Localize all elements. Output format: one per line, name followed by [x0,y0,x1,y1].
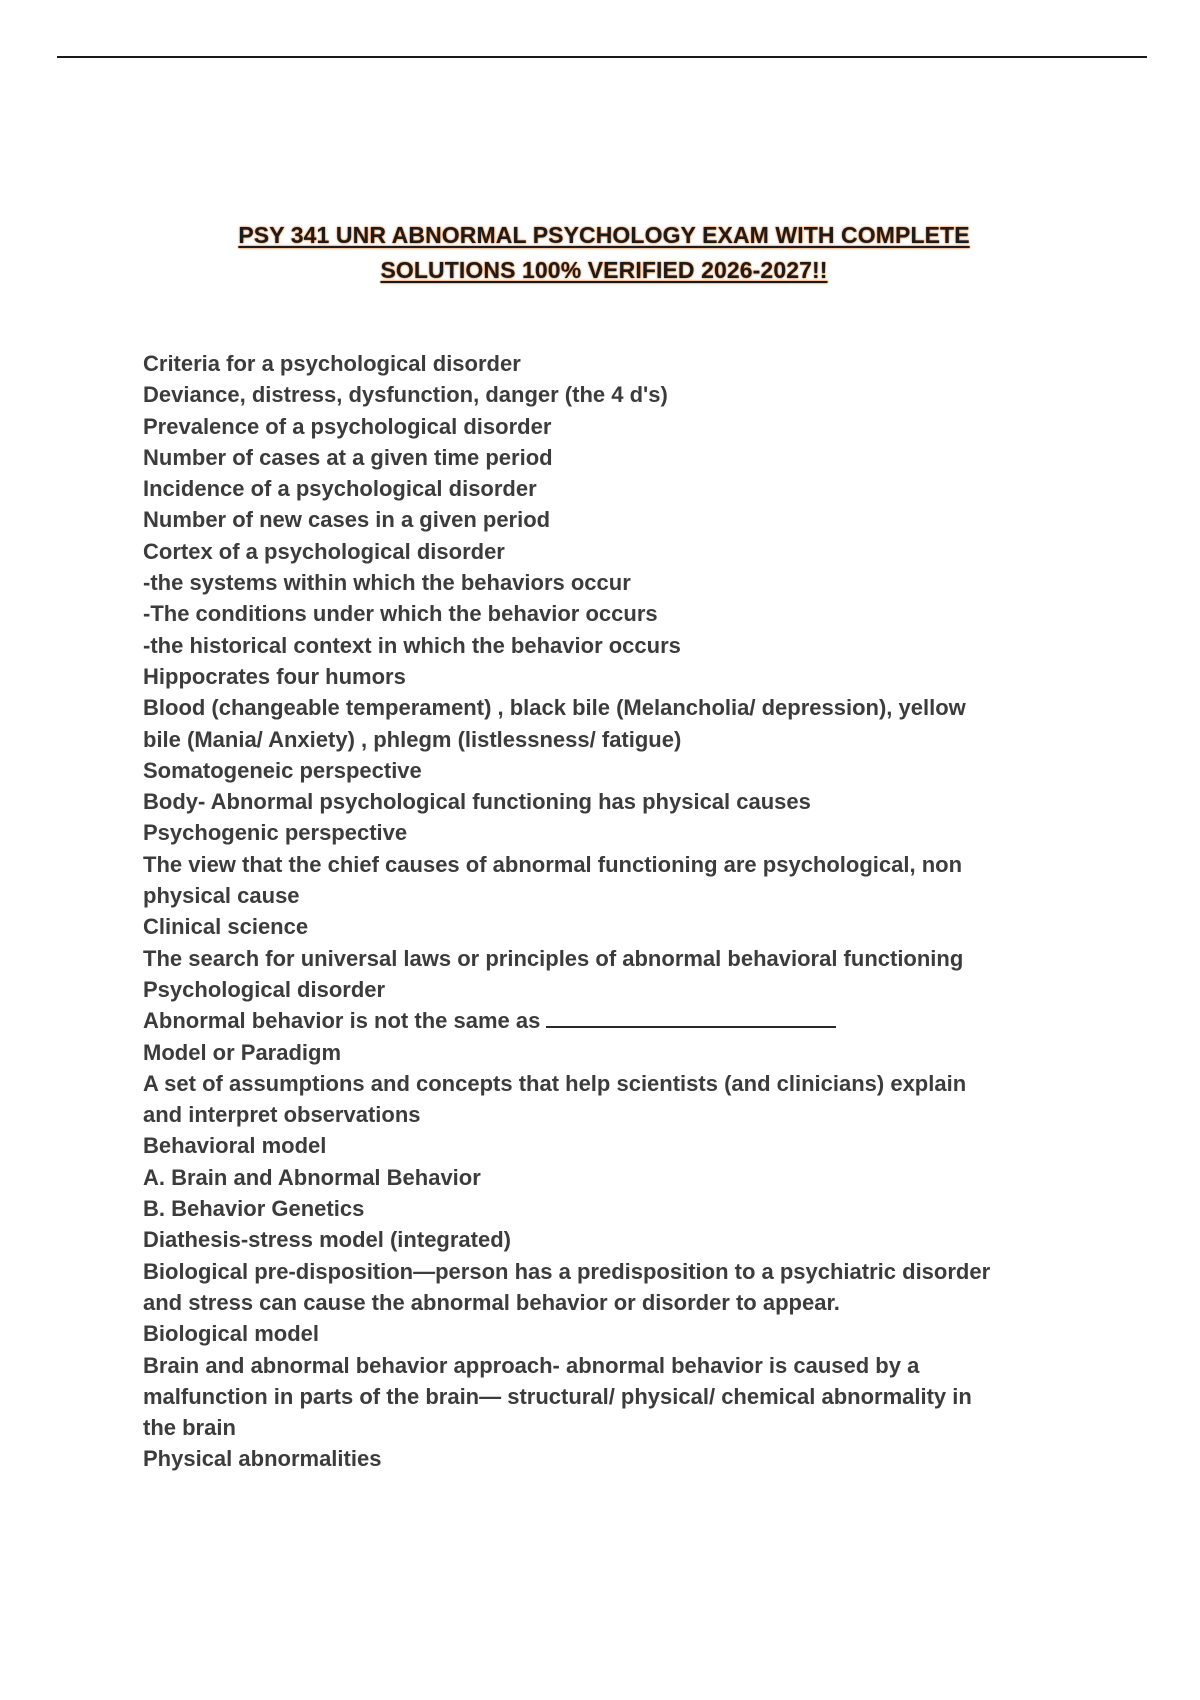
fill-in-line [143,1005,1083,1036]
body-line: the brain [143,1415,236,1441]
body-line: Brain and abnormal behavior approach- abnormal behavior is caused by a [143,1352,920,1378]
body-line: Biological pre-disposition—person has a predisposition to a psychiatric disorder [143,1258,991,1284]
body-line: Model or Paradigm [143,1039,342,1065]
title-line-2: SOLUTIONS 100% VERIFIED 2026-2027!! [380,257,828,283]
body-line: Incidence of a psychological disorder [143,476,537,502]
body-line: and interpret observations [143,1102,421,1128]
document-body [143,348,1083,1475]
top-rule [57,56,1147,58]
body-line: Blood (changeable temperament) , black bile (Melancholia/ depression), yellow [143,695,966,721]
body-line: Behavioral model [143,1133,327,1159]
document-title [0,218,1200,288]
body-line: Deviance, distress, dysfunction, danger (the 4 d's) [143,382,668,408]
body-line: Physical abnormalities [143,1446,382,1472]
fill-in-prompt: Abnormal behavior is not the same as [143,1008,541,1034]
title-line-1: PSY 341 UNR ABNORMAL PSYCHOLOGY EXAM WITH COMPLETE [238,222,970,248]
body-line: -The conditions under which the behavior occurs [143,601,658,627]
body-line: The view that the chief causes of abnormal functioning are psychological, non [143,851,963,877]
body-line: -the historical context in which the behavior occurs [143,632,681,658]
body-line: bile (Mania/ Anxiety) , phlegm (listlessness/ fatigue) [143,726,682,752]
answer-blank [546,1006,836,1028]
body-line: A set of assumptions and concepts that help scientists (and clinicians) explain [143,1070,967,1096]
body-line: Clinical science [143,914,309,940]
body-line: and stress can cause the abnormal behavior or disorder to appear. [143,1289,840,1315]
body-line: Hippocrates four humors [143,663,406,689]
body-line: Diathesis-stress model (integrated) [143,1227,511,1253]
body-line: Somatogeneic perspective [143,757,422,783]
body-line: Psychological disorder [143,976,386,1002]
body-line: A. Brain and Abnormal Behavior [143,1164,481,1190]
body-line: physical cause [143,883,300,909]
body-line: The search for universal laws or principles of abnormal behavioral functioning [143,945,964,971]
body-line: Body- Abnormal psychological functioning has physical causes [143,789,811,815]
body-line: Number of new cases in a given period [143,507,551,533]
body-line: B. Behavior Genetics [143,1196,365,1222]
body-line: Psychogenic perspective [143,820,408,846]
body-line: malfunction in parts of the brain— structural/ physical/ chemical abnormality in [143,1383,972,1409]
body-line: Prevalence of a psychological disorder [143,413,552,439]
body-line: -the systems within which the behaviors occur [143,570,631,596]
body-line: Criteria for a psychological disorder [143,351,521,376]
body-line: Cortex of a psychological disorder [143,538,505,564]
body-line: Biological model [143,1321,320,1347]
body-line: Number of cases at a given time period [143,444,553,470]
